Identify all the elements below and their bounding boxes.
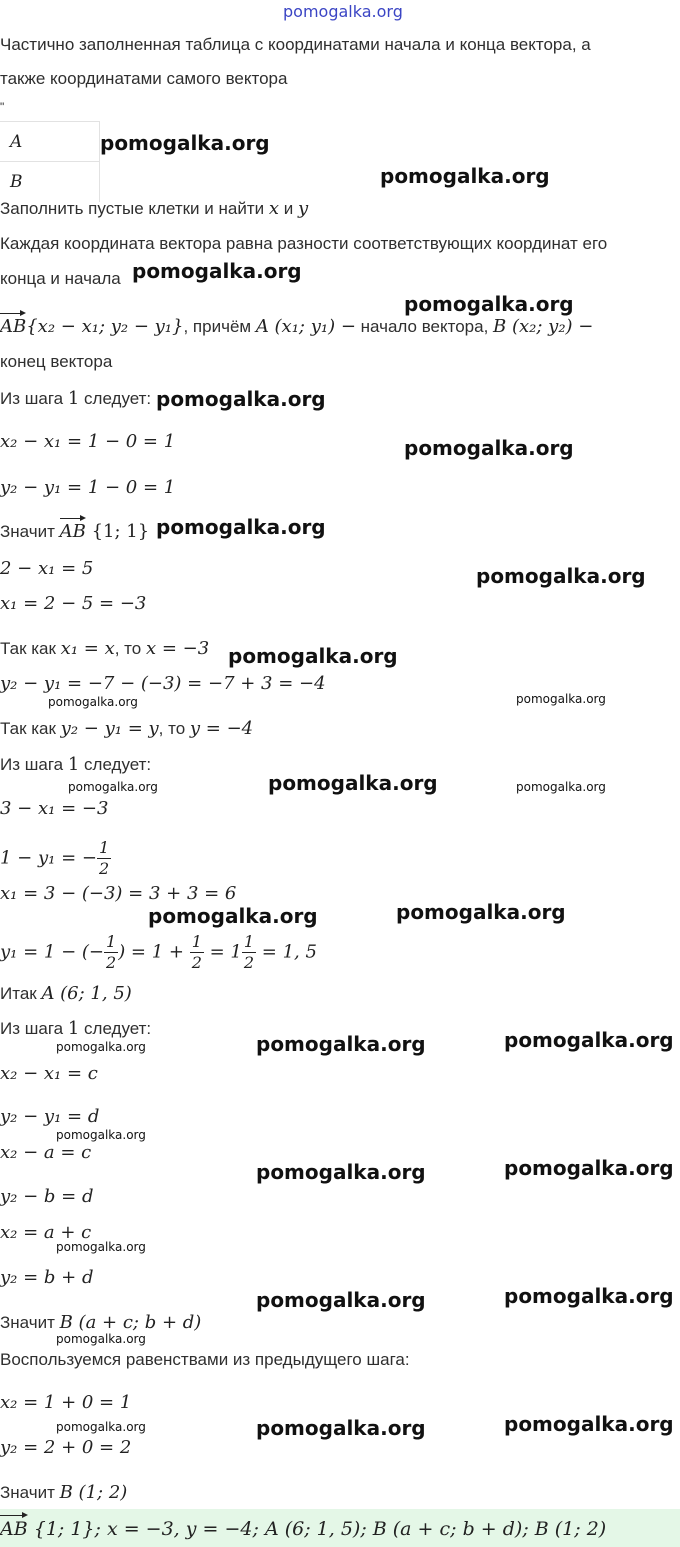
watermark: pomogalka.org [156,387,326,411]
rule-line-1: Каждая координата вектора равна разности соответствующих координат его [0,234,608,253]
watermark: pomogalka.org [56,1040,146,1054]
equation: x₂ − x₁ = 1 − 0 = 1 [0,431,176,452]
intro-line-1: Частично заполненная таблица с координатами начала и конца вектора, а [0,35,591,54]
watermark: pomogalka.org [504,1156,674,1180]
watermark: pomogalka.org [156,515,326,539]
watermark: pomogalka.org [380,164,550,188]
watermark: pomogalka.org [256,1416,426,1440]
watermark: pomogalka.org [256,1288,426,1312]
table-row-b: B [0,162,100,202]
watermark: pomogalka.org [396,900,566,924]
watermark: pomogalka.org [504,1284,674,1308]
watermark: pomogalka.org [268,771,438,795]
task-statement: Заполнить пустые клетки и найти x и y [0,198,309,219]
equation: y₂ = b + d [0,1267,94,1288]
watermark: pomogalka.org [516,780,606,794]
watermark: pomogalka.org [404,292,574,316]
y-conclusion: Так как y₂ − y₁ = y, то y = −4 [0,718,254,739]
point-b-result: Значит B (1; 2) [0,1482,128,1503]
x-conclusion: Так как x₁ = x, то x = −3 [0,638,210,659]
answer-text: AB {1; 1}; x = −3, y = −4; A (6; 1, 5); B (a + c; b + d); B (1; 2) [0,1518,607,1540]
watermark: pomogalka.org [48,695,138,709]
watermark: pomogalka.org [132,259,302,283]
from-step-1b: Из шага 1 следует: [0,754,152,775]
watermark: pomogalka.org [256,1032,426,1056]
equation: y₂ − b = d [0,1186,94,1207]
point-b-general: Значит B (a + c; b + d) [0,1312,202,1333]
fraction: $\frac{1}{2}$ [98,838,110,878]
use-previous-text: Воспользуемся равенствами из предыдущего шага: [0,1350,410,1369]
rule-line-2: конца и начала [0,269,121,288]
watermark: pomogalka.org [504,1028,674,1052]
point-a-result: Итак A (6; 1, 5) [0,983,132,1004]
equation: x₂ − a = c [0,1142,92,1163]
from-step-1a: Из шага 1 следует: [0,388,152,409]
watermark: pomogalka.org [476,564,646,588]
intro-line-2: также координатами самого вектора [0,69,288,88]
equation: x₂ = 1 + 0 = 1 [0,1392,132,1413]
equation: y₂ − y₁ = −7 − (−3) = −7 + 3 = −4 [0,673,326,694]
watermark: pomogalka.org [516,692,606,706]
site-link[interactable]: pomogalka.org [283,2,403,21]
watermark: pomogalka.org [148,904,318,928]
watermark: pomogalka.org [68,780,158,794]
watermark: pomogalka.org [100,131,270,155]
vector-result: Значит AB {1; 1} [0,521,150,542]
watermark: pomogalka.org [404,436,574,460]
equation: y₂ = 2 + 0 = 2 [0,1437,132,1458]
answer-box [0,1509,680,1547]
equation: x₂ − x₁ = c [0,1063,98,1084]
watermark: pomogalka.org [256,1160,426,1184]
watermark: pomogalka.org [56,1332,146,1346]
equation: x₁ = 3 − (−3) = 3 + 3 = 6 [0,883,237,904]
equation: x₁ = 2 − 5 = −3 [0,593,147,614]
equation: y₂ − y₁ = 1 − 0 = 1 [0,477,176,498]
equation: y₂ − y₁ = d [0,1106,100,1127]
watermark: pomogalka.org [228,644,398,668]
watermark: pomogalka.org [56,1240,146,1254]
stray-quote: " [0,100,5,114]
coordinates-table [0,121,100,202]
from-step-1c: Из шага 1 следует: [0,1018,152,1039]
vector-formula: AB{x₂ − x₁; y₂ − y₁}, причём A (x₁; y₁) − начало вектора, B (x₂; y₂) − [0,316,594,337]
equation: 3 − x₁ = −3 [0,798,109,819]
watermark: pomogalka.org [56,1128,146,1142]
vector-end-text: конец вектора [0,352,113,371]
equation: x₂ = a + c [0,1222,92,1243]
watermark: pomogalka.org [504,1412,674,1436]
equation: 2 − x₁ = 5 [0,558,94,579]
table-row-a: A [0,122,100,162]
equation: y₁ = 1 − (− $\frac{1}{2}$ ) = 1 + $\frac{1}{2}$ = 1 $\frac{1}{2}$ = 1, 5 [0,932,317,972]
equation: 1 − y₁ = − $\frac{1}{2}$ [0,838,110,878]
watermark: pomogalka.org [56,1420,146,1434]
